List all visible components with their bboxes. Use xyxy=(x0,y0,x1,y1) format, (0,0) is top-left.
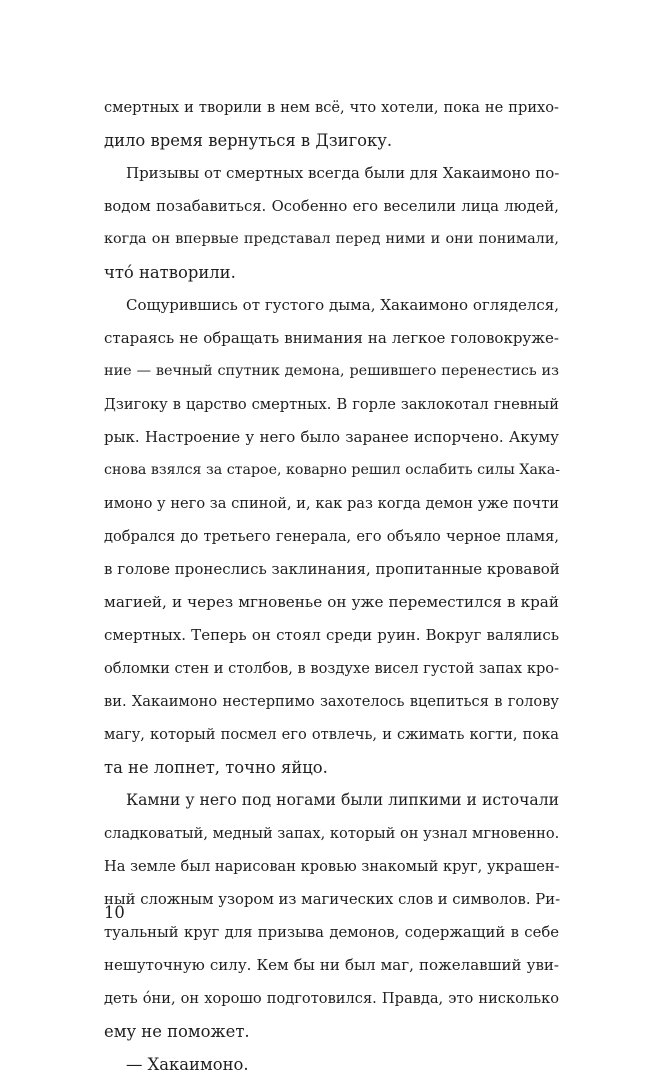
text-line: смертных и творили в нем всё, что хотели, пока не прихо- xyxy=(104,99,559,116)
text-line: ние — вечный спутник демона, решившего перенестись из xyxy=(104,363,559,379)
text-line: магу, который посмел его отвлечь, и сжимать когти, пока xyxy=(104,726,559,743)
text-line: снова взялся за старое, коварно решил ослабить силы Хака- xyxy=(104,462,561,478)
text-line: деть óни, он хорошо подготовился. Правда, это нисколько xyxy=(104,990,559,1007)
text-line: стараясь не обращать внимания на легкое головокруже- xyxy=(104,329,559,347)
text-line: Камни у него под ногами были липкими и источали xyxy=(126,791,559,809)
text-line: магией, и через мгновенье он уже переместился в край xyxy=(104,593,559,611)
page-number: 10 xyxy=(104,903,125,922)
text-line: На земле был нарисован кровью знакомый круг, украшен- xyxy=(104,858,560,875)
text-line: обломки стен и столбов, в воздухе висел густой запах кро- xyxy=(104,660,559,677)
text-line: имоно у него за спиной, и, как раз когда демон уже почти xyxy=(104,495,559,512)
text-line: — Хакаимоно. xyxy=(126,1055,249,1074)
text-line: водом позабавиться. Особенно его веселили лица людей, xyxy=(104,198,559,215)
text-line: Призывы от смертных всегда были для Хакаимоно по- xyxy=(126,164,560,182)
text-line: в голове пронеслись заклинания, пропитанные кровавой xyxy=(104,560,560,578)
text-line: Сощурившись от густого дыма, Хакаимоно огляделся, xyxy=(126,296,559,314)
text-line: смертных. Теперь он стоял среди руин. Вокруг валялись xyxy=(104,626,559,644)
text-line: Дзигоку в царство смертных. В горле заклокотал гневный xyxy=(104,396,559,413)
body-text xyxy=(104,91,559,1081)
text-line: что́ натворили. xyxy=(104,263,236,282)
text-line: рык. Настроение у него было заранее испорчено. Акуму xyxy=(104,428,559,446)
text-line: добрался до третьего генерала, его объяло черное пламя, xyxy=(104,528,559,545)
text-line: дило время вернуться в Дзигоку. xyxy=(104,131,393,150)
text-line: ему не поможет. xyxy=(104,1022,250,1041)
text-line: когда он впервые представал перед ними и они понимали, xyxy=(104,231,559,247)
text-line: ви. Хакаимоно нестерпимо захотелось вцепиться в голову xyxy=(104,693,559,710)
text-line: та не лопнет, точно яйцо. xyxy=(104,758,328,777)
text-line: нешуточную силу. Кем бы ни был маг, пожелавший уви- xyxy=(104,956,559,974)
text-line: туальный круг для призыва демонов, содержащий в себе xyxy=(104,924,559,941)
text-line: ный сложным узором из магических слов и символов. Ри- xyxy=(104,891,561,908)
text-line: сладковатый, медный запах, который он узнал мгновенно. xyxy=(104,825,560,842)
